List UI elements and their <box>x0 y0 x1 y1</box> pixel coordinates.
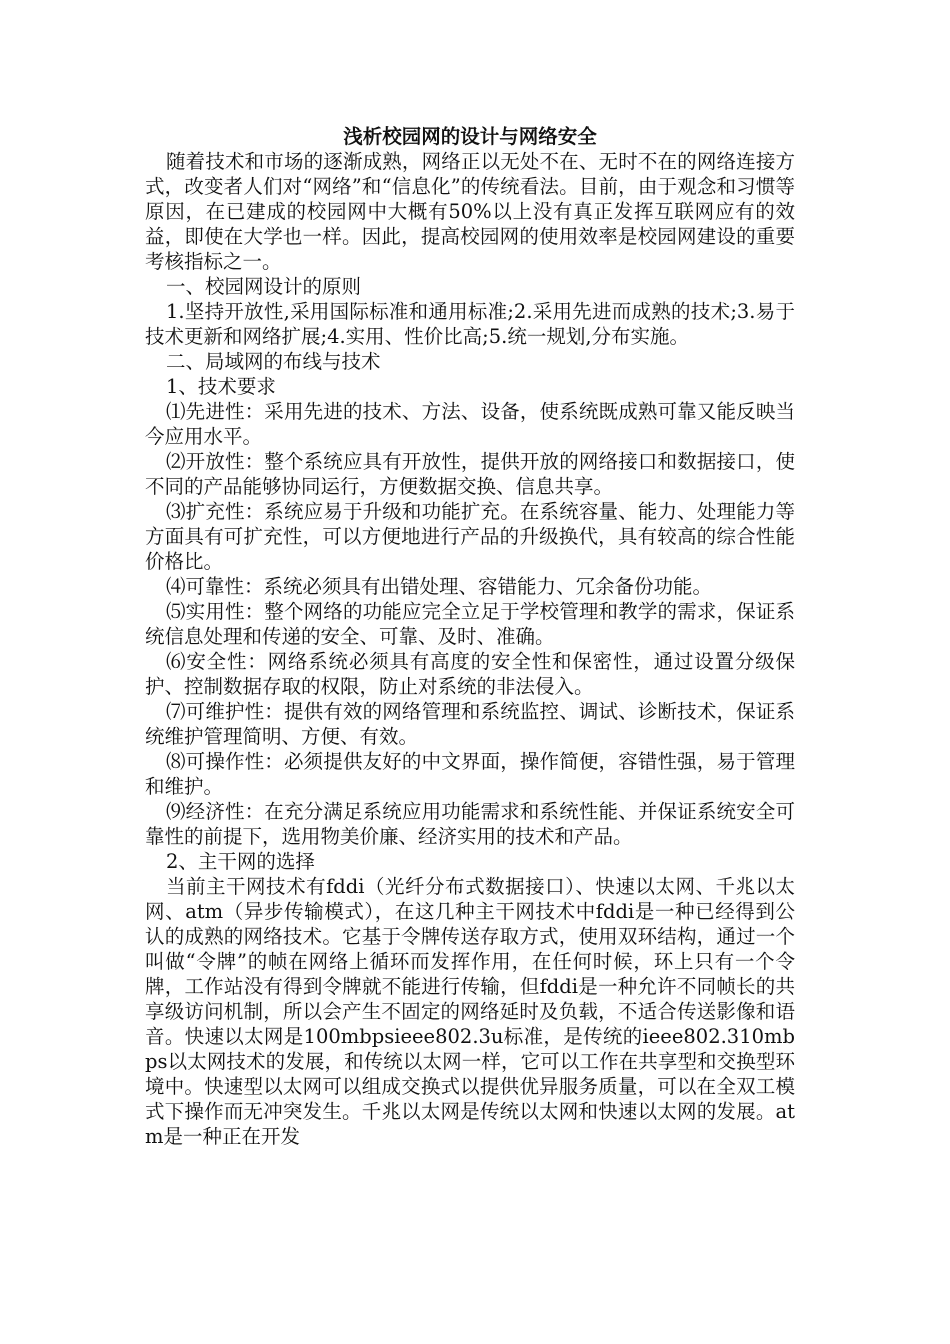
list-item-operability: ⑻可操作性：必须提供友好的中文界面，操作简便，容错性强，易于管理和维护。 <box>145 750 795 798</box>
list-item-scalability: ⑶扩充性：系统应易于升级和功能扩充。在系统容量、能力、处理能力等方面具有可扩充性，可以方便地进行产品的升级换代，具有较高的综合性能价格比。 <box>145 500 795 573</box>
heading-technical-requirements: 1、技术要求 <box>166 375 276 398</box>
document-body <box>145 124 795 1149</box>
document-title: 浅析校园网的设计与网络安全 <box>343 125 597 148</box>
list-item-reliability: ⑷可靠性：系统必须具有出错处理、容错能力、冗余备份功能。 <box>166 575 713 598</box>
list-item-advanced: ⑴先进性：采用先进的技术、方法、设备，使系统既成熟可靠又能反映当今应用水平。 <box>145 400 795 448</box>
paragraph-intro: 随着技术和市场的逐渐成熟，网络正以无处不在、无时不在的网络连接方式，改变者人们对“网络”和“信息化”的传统看法。目前，由于观念和习惯等原因，在已建成的校园网中大概有50%以上没有真正发挥互联网应有的效益，即使在大学也一样。因此，提高校园网的使用效率是校园网建设的重要考核指标之一。 <box>145 150 795 273</box>
list-item-openness: ⑵开放性：整个系统应具有开放性，提供开放的网络接口和数据接口，使不同的产品能够协同运行，方便数据交换、信息共享。 <box>145 450 795 498</box>
list-item-practicality: ⑸实用性：整个网络的功能应完全立足于学校管理和教学的需求，保证系统信息处理和传递的安全、可靠、及时、准确。 <box>145 600 795 648</box>
paragraph-design-principles: 1.坚持开放性,采用国际标准和通用标准;2.采用先进而成熟的技术;3.易于技术更新和网络扩展;4.实用、性价比高;5.统一规划,分布实施。 <box>145 300 795 348</box>
list-item-maintainability: ⑺可维护性：提供有效的网络管理和系统监控、调试、诊断技术，保证系统维护管理简明、方便、有效。 <box>145 700 795 748</box>
heading-lan-cabling: 二、局域网的布线与技术 <box>166 350 381 373</box>
list-item-economy: ⑼经济性：在充分满足系统应用功能需求和系统性能、并保证系统安全可靠性的前提下，选用物美价廉、经济实用的技术和产品。 <box>145 800 795 848</box>
list-item-security: ⑹安全性：网络系统必须具有高度的安全性和保密性，通过设置分级保护、控制数据存取的权限，防止对系统的非法侵入。 <box>145 650 795 698</box>
heading-backbone-selection: 2、主干网的选择 <box>166 850 315 873</box>
paragraph-backbone-technologies: 当前主干网技术有fddi（光纤分布式数据接口）、快速以太网、千兆以太网、atm（异步传输模式），在这几种主干网技术中fddi是一种已经得到公认的成熟的网络技术。它基于令牌传送存取方式，使用双环结构，通过一个叫做“令牌”的帧在网络上循环而发挥作用，在任何时候，环上只有一个令牌，工作站没有得到令牌就不能进行传输，但fddi是一种允许不同帧长的共享级访问机制，所以会产生不固定的网络延时及负载，不适合传送影像和语音。快速以太网是100mbpsieee802.3u标准，是传统的ieee802.310mbps以太网技术的发展，和传统以太网一样，它可以工作在共享型和交换型环境中。快速型以太网可以组成交换式以提供优异服务质量，可以在全双工模式下操作而无冲突发生。千兆以太网是传统以太网和快速以太网的发展。atm是一种正在开发 <box>145 875 795 1148</box>
heading-design-principles: 一、校园网设计的原则 <box>166 275 362 298</box>
